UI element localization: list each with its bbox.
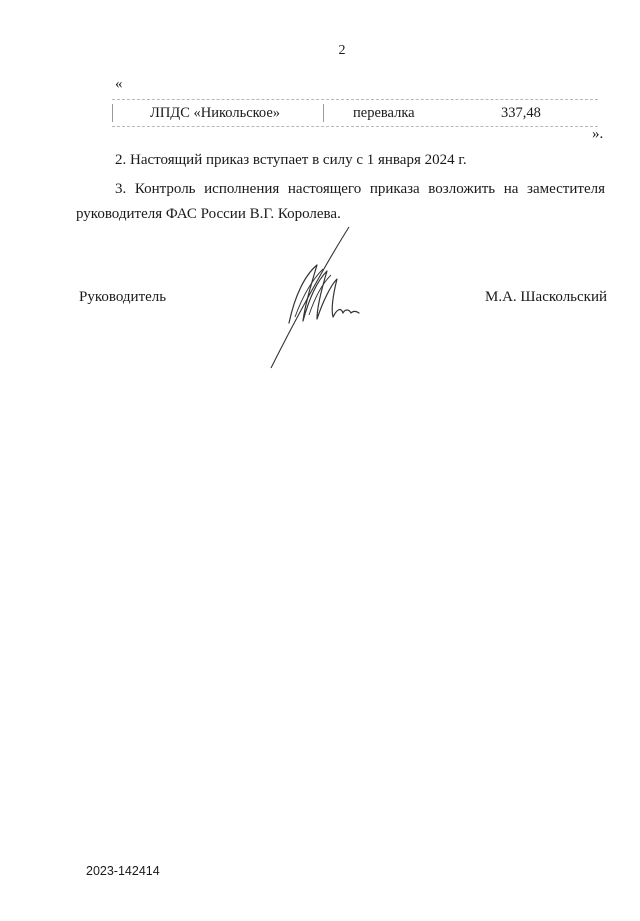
page-number: 2 (338, 43, 346, 58)
opening-quote: « (115, 76, 123, 92)
table-divider (323, 104, 324, 122)
operation-cell: перевалка (353, 105, 415, 121)
signatory-title: Руководитель (79, 289, 167, 305)
closing-quote: ». (592, 126, 604, 142)
tariff-table-row (112, 99, 598, 127)
handwritten-signature (265, 225, 365, 375)
tariff-value-cell: 337,48 (501, 105, 541, 121)
station-cell: ЛПДС «Никольское» (150, 105, 281, 121)
signatory-name: М.А. Шаскольский (485, 289, 608, 305)
paragraph-3-line-1: 3. Контроль исполнения настоящего приказа возложить на заместителя (115, 181, 605, 197)
document-id: 2023-142414 (86, 864, 160, 878)
paragraph-3-line-2: руководителя ФАС России В.Г. Королева. (76, 206, 341, 222)
table-divider (112, 104, 113, 122)
paragraph-2: 2. Настоящий приказ вступает в силу с 1 января 2024 г. (115, 152, 467, 168)
